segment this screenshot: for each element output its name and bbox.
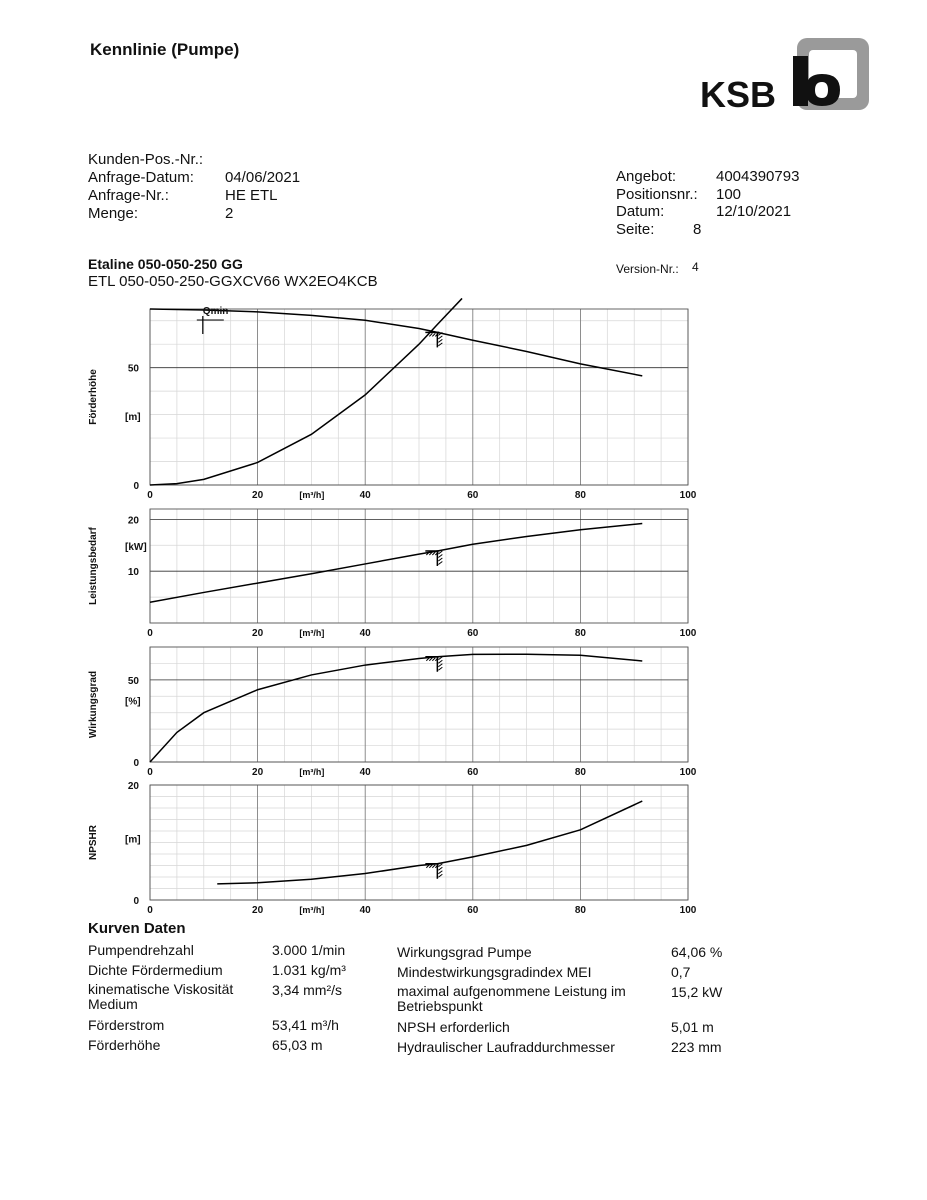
x-tick-label: 0 — [147, 767, 153, 778]
offer-label: Positionsnr.: — [616, 185, 698, 203]
x-unit-label: [m³/h] — [299, 628, 325, 638]
curve-data-label: kinematische Viskosität Medium — [88, 981, 234, 1012]
customer-label: Kunden-Pos.-Nr.: — [88, 151, 204, 168]
y-unit-label: [m] — [125, 412, 141, 423]
x-tick-label: 60 — [467, 490, 479, 501]
offer-value: 4004390793 — [716, 168, 800, 185]
offer-value: 8 — [693, 220, 702, 238]
x-unit-label: [m³/h] — [299, 490, 325, 500]
x-tick-label: 60 — [467, 767, 479, 778]
x-tick-label: 60 — [467, 628, 479, 639]
offer-value: 12/10/2021 — [716, 203, 792, 220]
curve-data-label: Wirkungsgrad Pumpe — [397, 944, 532, 960]
customer-label: Anfrage-Nr.: — [88, 187, 169, 204]
x-tick-label: 40 — [359, 628, 371, 639]
x-tick-label: 40 — [359, 905, 371, 916]
curve-data-value: 1.031 kg/m³ — [272, 962, 346, 978]
y-unit-label: [kW] — [125, 542, 147, 553]
curve-data-heading: Kurven Daten — [88, 920, 186, 937]
offer-label: Angebot: — [616, 168, 677, 185]
operating-point-marker — [425, 332, 442, 347]
y-unit-label: [m] — [125, 834, 141, 846]
y-axis-title: Förderhöhe — [88, 369, 99, 425]
y-axis-title: NPSHR — [88, 824, 99, 861]
y-axis-title: Leistungsbedarf — [88, 527, 99, 605]
x-tick-label: 20 — [252, 767, 264, 778]
curve-data-label: NPSH erforderlich — [397, 1019, 510, 1035]
customer-value: HE ETL — [225, 187, 278, 204]
curve-data-label: Dichte Fördermedium — [88, 962, 223, 978]
y-tick-label: 50 — [127, 363, 139, 375]
offer-value: 100 — [716, 185, 742, 203]
x-tick-label: 20 — [252, 628, 264, 639]
curve-data-label: Pumpendrehzahl — [88, 942, 194, 958]
y-tick-label: 0 — [133, 481, 139, 492]
curve-data-value: 3,34 mm²/s — [272, 982, 343, 998]
offer-label: Seite: — [616, 220, 655, 238]
curve-data-value: 53,41 m³/h — [272, 1017, 339, 1033]
series-line — [150, 298, 462, 485]
y-tick-label: 0 — [133, 896, 139, 907]
x-tick-label: 0 — [147, 905, 153, 916]
x-tick-label: 40 — [359, 490, 371, 501]
customer-value: 04/06/2021 — [225, 169, 301, 186]
customer-label: Menge: — [88, 205, 139, 222]
y-unit-label: [%] — [125, 696, 141, 708]
curve-data-value: 64,06 % — [671, 944, 723, 960]
curve-data-value: 223 mm — [671, 1039, 722, 1055]
x-tick-label: 20 — [252, 490, 264, 501]
series-line — [150, 524, 642, 603]
curve-data-label: Mindestwirkungsgradindex MEI — [397, 964, 592, 980]
y-tick-label: 0 — [133, 758, 139, 769]
x-tick-label: 20 — [252, 905, 264, 916]
y-axis-title: Wirkungsgrad — [88, 670, 99, 739]
x-tick-label: 80 — [574, 767, 586, 778]
x-tick-label: 40 — [359, 767, 371, 778]
x-tick-label: 0 — [147, 490, 153, 501]
curve-data-value: 65,03 m — [272, 1037, 323, 1053]
x-tick-label: 80 — [574, 905, 586, 916]
operating-point-marker — [425, 551, 442, 566]
curve-data-value: 5,01 m — [671, 1019, 714, 1035]
x-tick-label: 0 — [147, 628, 153, 639]
x-tick-label: 100 — [679, 628, 697, 639]
customer-label: Anfrage-Datum: — [88, 169, 194, 186]
x-unit-label: [m³/h] — [299, 905, 325, 915]
curve-data-label: Förderstrom — [88, 1017, 165, 1033]
page-title: Kennlinie (Pumpe) — [90, 40, 240, 59]
curve-data-label: maximal aufgenommene Leistung im Betriebspunkt — [397, 983, 626, 1014]
product-code: ETL 050-050-250-GGXCV66 WX2EO4KCB — [88, 273, 378, 290]
version-value: 4 — [692, 260, 699, 274]
product-name: Etaline 050-050-250 GG — [88, 256, 243, 272]
x-tick-label: 80 — [574, 628, 586, 639]
curve-data-label: Hydraulischer Laufraddurchmesser — [397, 1039, 615, 1055]
y-tick-label: 50 — [127, 675, 139, 687]
x-tick-label: 100 — [679, 767, 697, 778]
curve-data-value: 15,2 kW — [671, 984, 723, 1000]
y-tick-label: 20 — [127, 781, 139, 792]
curve-data-label: Förderhöhe — [88, 1037, 161, 1053]
x-tick-label: 60 — [467, 905, 479, 916]
operating-point-marker — [425, 864, 442, 879]
x-tick-label: 100 — [679, 905, 697, 916]
x-tick-label: 100 — [679, 490, 697, 501]
curve-data-value: 3.000 1/min — [272, 942, 346, 958]
x-tick-label: 80 — [574, 490, 586, 501]
offer-label: Datum: — [616, 203, 665, 220]
operating-point-marker — [425, 657, 442, 672]
curve-data-value: 0,7 — [671, 964, 691, 980]
x-unit-label: [m³/h] — [299, 767, 325, 777]
qmin-label: Qmin — [202, 306, 229, 317]
y-tick-label: 10 — [127, 567, 139, 579]
ksb-logo-text: KSB — [700, 74, 777, 112]
version-label: Version-Nr.: — [616, 262, 679, 276]
y-tick-label: 20 — [127, 515, 139, 527]
customer-value: 2 — [225, 205, 234, 222]
